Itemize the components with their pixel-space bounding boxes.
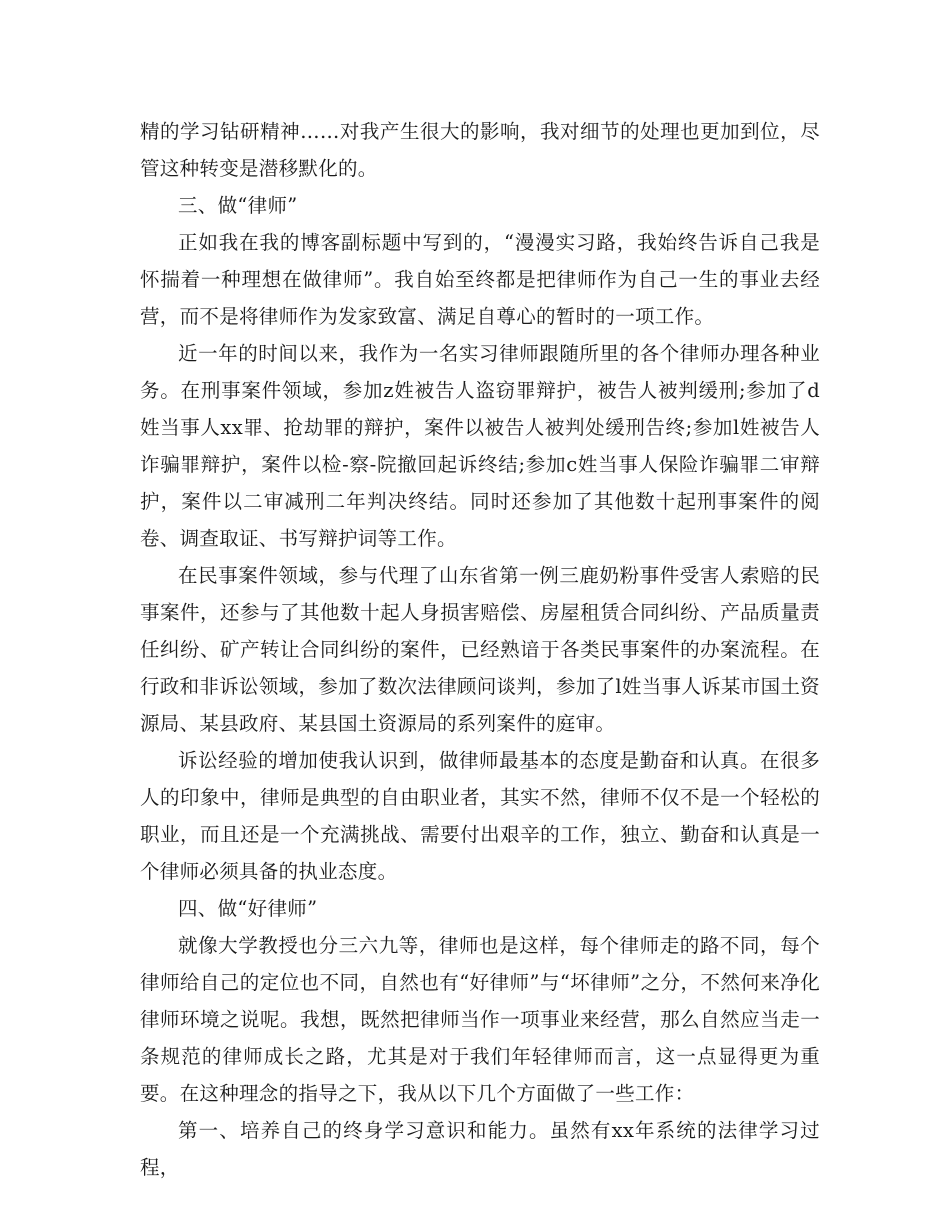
section-heading: 四、做“好律师” <box>178 897 318 920</box>
paragraph: 就像大学教授也分三六九等，律师也是这样，每个律师走的路不同，每个律师给自己的定位也不同，自然也有“好律师”与“坏律师”之分，不然何来净化律师环境之说呢。我想，既然把律师当作一项事业来经营，那么自然应当走一条规范的律师成长之路，尤其是对于我们年轻律师而言，这一点显得更为重要。在这种理念的指导之下，我从以下几个方面做了一些工作： <box>140 934 820 1105</box>
document-page <box>140 113 820 1186</box>
paragraph: 正如我在我的博客副标题中写到的，“漫漫实习路，我始终告诉自己我是怀揣着一种理想在做律师”。我自始至终都是把律师作为自己一生的事业去经营，而不是将律师作为发家致富、满足自尊心的暂时的一项工作。 <box>140 231 820 328</box>
paragraph: 第一、培养自己的终身学习意识和能力。虽然有xx年系统的法律学习过程， <box>140 1119 820 1179</box>
paragraph: 近一年的时间以来，我作为一名实习律师跟随所里的各个律师办理各种业务。在刑事案件领域，参加z姓被告人盗窃罪辩护，被告人被判缓刑;参加了d姓当事人xx罪、抢劫罪的辩护，案件以被告人被判处缓刑告终;参加l姓被告人诈骗罪辩护，案件以检-察-院撤回起诉终结;参加c姓当事人保险诈骗罪二审辩护，案件以二审减刑二年判决终结。同时还参加了其他数十起刑事案件的阅卷、调查取证、书写辩护词等工作。 <box>140 342 820 550</box>
section-heading: 三、做“律师” <box>178 194 298 217</box>
paragraph: 精的学习钻研精神……对我产生很大的影响，我对细节的处理也更加到位，尽管这种转变是潜移默化的。 <box>140 120 820 180</box>
paragraph: 在民事案件领域，参与代理了山东省第一例三鹿奶粉事件受害人索赔的民事案件，还参与了其他数十起人身损害赔偿、房屋租赁合同纠纷、产品质量责任纠纷、矿产转让合同纠纷的案件，已经熟谙于各类民事案件的办案流程。在行政和非诉讼领域，参加了数次法律顾问谈判，参加了l姓当事人诉某市国土资源局、某县政府、某县国土资源局的系列案件的庭审。 <box>140 564 820 735</box>
paragraph: 诉讼经验的增加使我认识到，做律师最基本的态度是勤奋和认真。在很多人的印象中，律师是典型的自由职业者，其实不然，律师不仅不是一个轻松的职业，而且还是一个充满挑战、需要付出艰辛的工作，独立、勤奋和认真是一个律师必须具备的执业态度。 <box>140 749 820 883</box>
